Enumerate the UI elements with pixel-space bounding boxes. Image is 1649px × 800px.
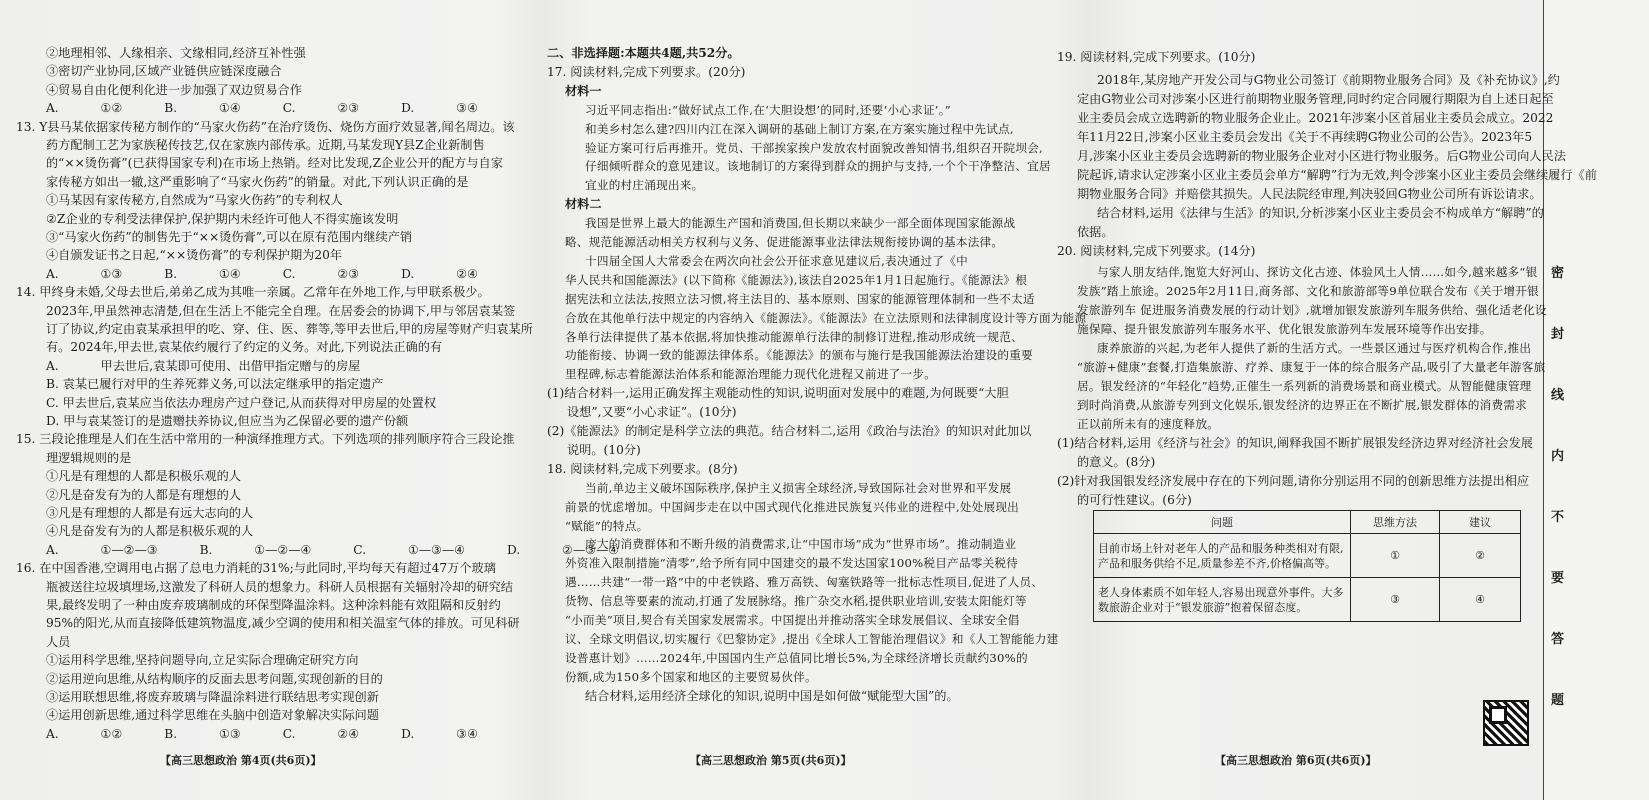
seal-strip-char: 不 bbox=[1551, 510, 1565, 525]
text-line: D. 甲与袁某签订的是遗赠扶养协议,但应当为乙保留必要的遗产份额 bbox=[46, 414, 409, 428]
material-text: 发旅游列车 促进服务消费发展的行动计划》,就增加银发旅游列车服务供给、强化适老化设 bbox=[1077, 303, 1547, 317]
table-header-problem: 问题 bbox=[1094, 511, 1351, 534]
material-text: “小而美”项目,契合有关国家发展需求。中国提出并推动落实全球发展倡议、全球安全倡 bbox=[565, 613, 1020, 627]
material-text: 院起诉,请求认定涉案小区业主委员会单方“解聘”行为无效,判令涉案小区业主委员会继续履行《前 bbox=[1077, 168, 1597, 182]
material-text: 据宪法和立法法,按照立法习惯,将主法目的、基本原则、国家的能源管理体制和一些不太适 bbox=[565, 291, 1035, 306]
text-line: ④自颁发证书之日起,“××烫伤膏”的专利保护期为20年 bbox=[46, 248, 343, 263]
material-text: 外资准入限制措施“清零”,给予所有同中国建交的最不发达国家100%税目产品零关税待 bbox=[565, 556, 1019, 571]
table-cell-suggestion: ④ bbox=[1440, 578, 1521, 622]
material-text: 2018年,某房地产开发公司与G物业公司签订《前期物业服务合同》及《补充协议》,约 bbox=[1097, 73, 1560, 87]
seal-strip-char: 题 bbox=[1551, 693, 1565, 708]
sub-question: 的可行性建议。(6分) bbox=[1077, 493, 1192, 507]
text-line: ③“马家火伤药”的制售先于“××烫伤膏”,可以在原有范围内继续产销 bbox=[46, 230, 413, 244]
table-header-row bbox=[1094, 511, 1521, 534]
material-text: 我国是世界上最大的能源生产国和消费国,但长期以来缺少一部全面体现国家能源战 bbox=[585, 216, 1016, 231]
material-2-heading: 材料二 bbox=[565, 197, 602, 212]
text-line: A. ①② B. ①④ C. ②③ D. ③④ bbox=[46, 101, 479, 116]
text-line: ①凡是有理想的人都是积极乐观的人 bbox=[46, 469, 241, 484]
material-text: 前景的忧虑增加。中国阔步走在以中国式现代化推进民族复兴伟业的进程中,处处展现出 bbox=[565, 499, 1020, 514]
text-line: ①运用科学思维,坚持问题导向,立足实际合理确定研究方向 bbox=[46, 653, 359, 668]
sub-question: (1)结合材料一,运用正确发挥主观能动性的知识,说明面对发展中的难题,为何既要“大胆 bbox=[547, 386, 1009, 401]
text-line: B. 袁某已履行对甲的生养死葬义务,可以法定继承甲的指定遗产 bbox=[46, 377, 384, 392]
question-17: 17. 阅读材料,完成下列要求。(20分) bbox=[547, 64, 746, 79]
text-line: 订了协议,约定由袁某承担甲的吃、穿、住、医、葬等,等甲去世后,甲的房屋等财产归袁某所 bbox=[46, 322, 533, 336]
text-line: ③凡是有理想的人都是有远大志向的人 bbox=[46, 506, 254, 520]
sub-question: 的意义。(8分) bbox=[1077, 455, 1156, 469]
text-line: ④运用创新思维,通过科学思维在头脑中创造对象解决实际问题 bbox=[46, 708, 379, 723]
material-text: 十四届全国人大常委会在两次向社会公开征求意见建议后,表决通过了《中 bbox=[585, 253, 968, 268]
material-text: 业主委员会成立选聘新的物业服务企业止。2021年涉案小区首届业主委员会成立。2022 bbox=[1077, 111, 1554, 125]
seal-strip-char: 封 bbox=[1551, 327, 1565, 342]
table-header-method: 思维方法 bbox=[1351, 511, 1440, 534]
table-cell-problem: 目前市场上针对老年人的产品和服务种类相对有限,产品和服务供给不足,质量参差不齐,价格偏高等。 bbox=[1094, 534, 1351, 578]
question-18: 18. 阅读材料,完成下列要求。(8分) bbox=[547, 461, 738, 476]
material-text: 习近平同志指出:“做好试点工作,在‘大胆设想’的同时,还要‘小心求证’。” bbox=[585, 102, 951, 117]
text-line: ④贸易自由化便利化进一步加强了双边贸易合作 bbox=[46, 82, 302, 97]
text-line: ②Z企业的专利受法律保护,保护期内未经许可他人不得实施该发明 bbox=[46, 211, 399, 226]
material-text: 各单行法律提供了基本依据,将加快推动能源单行法律的制修订进程,推动形成统一规范、 bbox=[565, 329, 1023, 344]
table-row bbox=[1094, 534, 1521, 578]
material-text: 验证方案可行后再推开。党员、干部挨家挨户发放农村面貌改善知情书,组织召开院坝会, bbox=[585, 140, 1043, 155]
text-line: 16. 在中国香港,空调用电占据了总电力消耗的31%;与此同时,平均每天有超过47万个玻璃 bbox=[16, 561, 496, 576]
text-line: 人员 bbox=[46, 634, 71, 649]
text-line: 家传秘方如出一辙,这严重影响了“马家火伤药”的销量。对此,下列认识正确的是 bbox=[46, 174, 469, 189]
sub-question: (1)结合材料,运用《经济与社会》的知识,阐释我国不断扩展银发经济边界对经济社会发展 bbox=[1057, 436, 1533, 450]
material-text: 略、规范能源活动相关方权利与义务、促进能源事业法律法规衔接协调的基本法律。 bbox=[565, 235, 1004, 249]
material-text: 里程碑,标志着能源法治体系和能源治理能力现代化进程又前进了一步。 bbox=[565, 367, 937, 382]
text-line: A. ①③ B. ①④ C. ②③ D. ②④ bbox=[46, 266, 479, 281]
material-text: 华人民共和国能源法》(以下简称《能源法》),该法自2025年1月1日起施行。《能源法》根 bbox=[565, 272, 1028, 287]
page-4-footer: 【高三思想政治 第4页(共6页)】 bbox=[160, 754, 322, 767]
text-line: C. 甲去世后,袁某应当依法办理房产过户登记,从而获得对甲房屋的处置权 bbox=[46, 395, 437, 410]
qr-code bbox=[1483, 700, 1529, 746]
table-cell-method: ① bbox=[1351, 534, 1440, 578]
text-line: A. ①② B. ①③ C. ②④ D. ③④ bbox=[46, 726, 479, 741]
text-line: 瓶被送往垃圾填埋场,这激发了科研人员的想象力。科研人员根据有关辐射冷却的研究结 bbox=[46, 579, 513, 594]
material-text: 与家人朋友结伴,饱览大好河山、探访文化古迹、体验风土人情……如今,越来越多“银 bbox=[1097, 265, 1538, 279]
material-text: 功能衔接、协调一致的能源法律体系。《能源法》的颁布与施行是我国能源法治建设的重要 bbox=[565, 348, 1033, 363]
text-line: ②运用逆向思维,从结构顺序的反面去思考问题,实现创新的目的 bbox=[46, 671, 383, 686]
material-text: 合放在其他单行法中规定的内容纳入《能源法》。《能源法》在立法原则和法律制度设计等方面为能源 bbox=[565, 310, 1087, 325]
table-header-suggestion: 建议 bbox=[1440, 511, 1521, 534]
table-cell-problem: 老人身体素质不如年轻人,容易出现意外事件。大多数旅游企业对于“银发旅游”抱着保留态度。 bbox=[1094, 578, 1351, 622]
text-line: ④凡是奋发有为的人都是积极乐观的人 bbox=[46, 524, 254, 539]
table-row bbox=[1094, 578, 1521, 622]
material-text: “赋能”的特点。 bbox=[565, 518, 649, 533]
question-19: 19. 阅读材料,完成下列要求。(10分) bbox=[1057, 50, 1256, 64]
text-line: ①马某因有家传秘方,自然成为“马家火伤药”的专利权人 bbox=[46, 193, 343, 208]
material-text: 施保障、提升银发旅游列车服务水平、优化银发旅游列车发展环境等作出安排。 bbox=[1077, 322, 1492, 336]
seal-strip-char: 答 bbox=[1551, 632, 1565, 647]
text-line: 14. 甲终身未婚,父母去世后,弟弟乙成为其唯一亲属。乙常年在外地工作,与甲联系极少。 bbox=[16, 285, 490, 300]
sub-question: (2)《能源法》的制定是科学立法的典范。结合材料二,运用《政治与法治》的知识对此加以 bbox=[547, 424, 1032, 438]
text-line: 果,最终发明了一种由废弃玻璃制成的环保型降温涂料。这种涂料能有效阻隔和反射约 bbox=[46, 598, 501, 612]
text-line: ③运用联想思维,将废弃玻璃与降温涂料进行联结思考实现创新 bbox=[46, 690, 379, 704]
text-line: 理逻辑规则的是 bbox=[46, 450, 132, 465]
question-prompt: 结合材料,运用经济全球化的知识,说明中国是如何做“赋能型大国”的。 bbox=[585, 688, 959, 703]
material-text: 月,涉案小区业主委员会选聘新的物业服务企业对小区进行物业服务。后G物业公司向人民法 bbox=[1077, 149, 1566, 163]
material-text: 议、全球文明倡议,切实履行《巴黎协定》,提出《全球人工智能治理倡议》和《人工智能能力建 bbox=[565, 631, 1059, 646]
material-text: 期物业服务合同》并赔偿其损失。人民法院经审理,判决驳回G物业公司所有诉讼请求。 bbox=[1077, 187, 1542, 201]
text-line: ②凡是奋发有为的人都是有理想的人 bbox=[46, 487, 241, 502]
text-line: A. 甲去世后,袁某即可使用、出借甲指定赠与的房屋 bbox=[46, 358, 361, 373]
material-text: 份额,成为150多个国家和地区的主要贸易伙伴。 bbox=[565, 669, 817, 684]
sub-question: 设想”,又要“小心求证”。(10分) bbox=[567, 405, 737, 420]
material-text: 结合材料,运用《法律与生活》的知识,分析涉案小区业主委员会不构成单方“解聘”的 bbox=[1097, 206, 1544, 220]
text-line: 95%的阳光,从而直接降低建筑物温度,减少空调的使用和相关温室气体的排放。可见科研 bbox=[46, 616, 520, 631]
material-text: 庞大的消费群体和不断升级的消费需求,让“中国市场”成为“世界市场”。推动制造业 bbox=[585, 537, 1017, 552]
section-title: 二、非选择题:本题共4题,共52分。 bbox=[547, 46, 740, 60]
text-line: 15. 三段论推理是人们在生活中常用的一种演绎推理方式。下列选项的排列顺序符合三段论推 bbox=[16, 432, 515, 447]
material-text: 年11月22日,涉案小区业主委员会发出《关于不再续聘G物业公司的公告》。2023年5 bbox=[1077, 130, 1533, 144]
material-text: 宜业的村庄涌现出来。 bbox=[585, 178, 704, 193]
suggestion-table bbox=[1093, 510, 1521, 622]
table-cell-suggestion: ② bbox=[1440, 534, 1521, 578]
seal-strip-char: 要 bbox=[1551, 571, 1565, 586]
material-text: 设普惠计划》……2024年,中国国内生产总值同比增长5%,为全球经济增长贡献约30%的 bbox=[565, 650, 1028, 665]
text-line: A. ①—②—③ B. ①—②—④ C. ①—③—④ D. ②—③—④ bbox=[46, 542, 620, 557]
material-text: 依据。 bbox=[1077, 225, 1114, 239]
sub-question: 说明。(10分) bbox=[567, 442, 641, 457]
seal-strip-char: 线 bbox=[1551, 388, 1565, 403]
sub-question: (2)针对我国银发经济发展中存在的下列问题,请你分别运用不同的创新思维方法提出相应 bbox=[1057, 474, 1530, 488]
question-20: 20. 阅读材料,完成下列要求。(14分) bbox=[1057, 244, 1256, 258]
seal-strip-char: 密 bbox=[1551, 266, 1565, 281]
text-line: ②地理相邻、人缘相亲、文缘相同,经济互补性强 bbox=[46, 46, 306, 60]
text-line: 的“××烫伤膏”(已获得国家专利)在市场上热销。经对比发现,Z企业公开的配方与自家 bbox=[46, 156, 503, 171]
text-line: 2023年,甲虽然神志清楚,但在生活上不能完全自理。在居委会的协调下,甲与邻居袁某签 bbox=[46, 303, 516, 318]
page-5-footer: 【高三思想政治 第5页(共6页)】 bbox=[690, 754, 852, 767]
material-text: 定由G物业公司对涉案小区进行前期物业服务管理,同时约定合同履行期限为自上述日起至 bbox=[1077, 92, 1554, 106]
material-text: 仔细倾听群众的意见建议。该地制订的方案得到群众的拥护与支持,一个个干净整洁、宜居 bbox=[585, 159, 1051, 174]
text-line: ③密切产业协同,区域产业链供应链深度融合 bbox=[46, 64, 282, 79]
text-line: 有。2024年,甲去世,袁某依约履行了约定的义务。对此,下列说法正确的有 bbox=[46, 340, 443, 355]
table-cell-method: ③ bbox=[1351, 578, 1440, 622]
seal-strip-char: 内 bbox=[1551, 449, 1565, 464]
material-text: “旅游+健康”套餐,打造集旅游、疗养、康复于一体的综合服务产品,吸引了大量老年游客旅 bbox=[1077, 360, 1546, 374]
material-text: 正以前所未有的速度释放。 bbox=[1077, 417, 1220, 431]
material-text: 发族”踏上旅途。2025年2月11日,商务部、文化和旅游部等9单位联合发布《关于增开银 bbox=[1077, 284, 1539, 298]
material-text: 当前,单边主义破坏国际秩序,保护主义损害全球经济,导致国际社会对世界和平发展 bbox=[585, 480, 1012, 495]
material-1-heading: 材料一 bbox=[565, 83, 602, 98]
page-6-footer: 【高三思想政治 第6页(共6页)】 bbox=[1215, 754, 1377, 767]
text-line: 药方配制工艺为家族秘传技艺,仅在家族内部传承。近期,马某发现Y县Z企业新制售 bbox=[46, 138, 485, 152]
material-text: 遇……共建“一带一路”中的中老铁路、雅万高铁、匈塞铁路等一批标志性项目,促进了人员、 bbox=[565, 575, 1044, 590]
text-line: 13. Y县马某依据家传秘方制作的“马家火伤药”在治疗烫伤、烧伤方面疗效显著,闻名周边。该 bbox=[16, 119, 515, 134]
material-text: 和美乡村怎么建?四川内江在深入调研的基础上制订方案,在方案实施过程中先试点, bbox=[585, 121, 1014, 136]
material-text: 康养旅游的兴起,为老年人提供了新的生活方式。一些景区通过与医疗机构合作,推出 bbox=[1097, 341, 1532, 355]
material-text: 到时尚消费,从旅游专列到文化娱乐,银发经济的边界正在不断扩展,银发群体的消费需求 bbox=[1077, 398, 1528, 412]
material-text: 居。银发经济的“年轻化”趋势,正催生一系列新的消费场景和商业模式。从智能健康管理 bbox=[1077, 379, 1532, 393]
material-text: 货物、信息等要素的流动,打通了发展脉络。推广杂交水稻,提供职业培训,安装太阳能灯等 bbox=[565, 594, 1027, 609]
